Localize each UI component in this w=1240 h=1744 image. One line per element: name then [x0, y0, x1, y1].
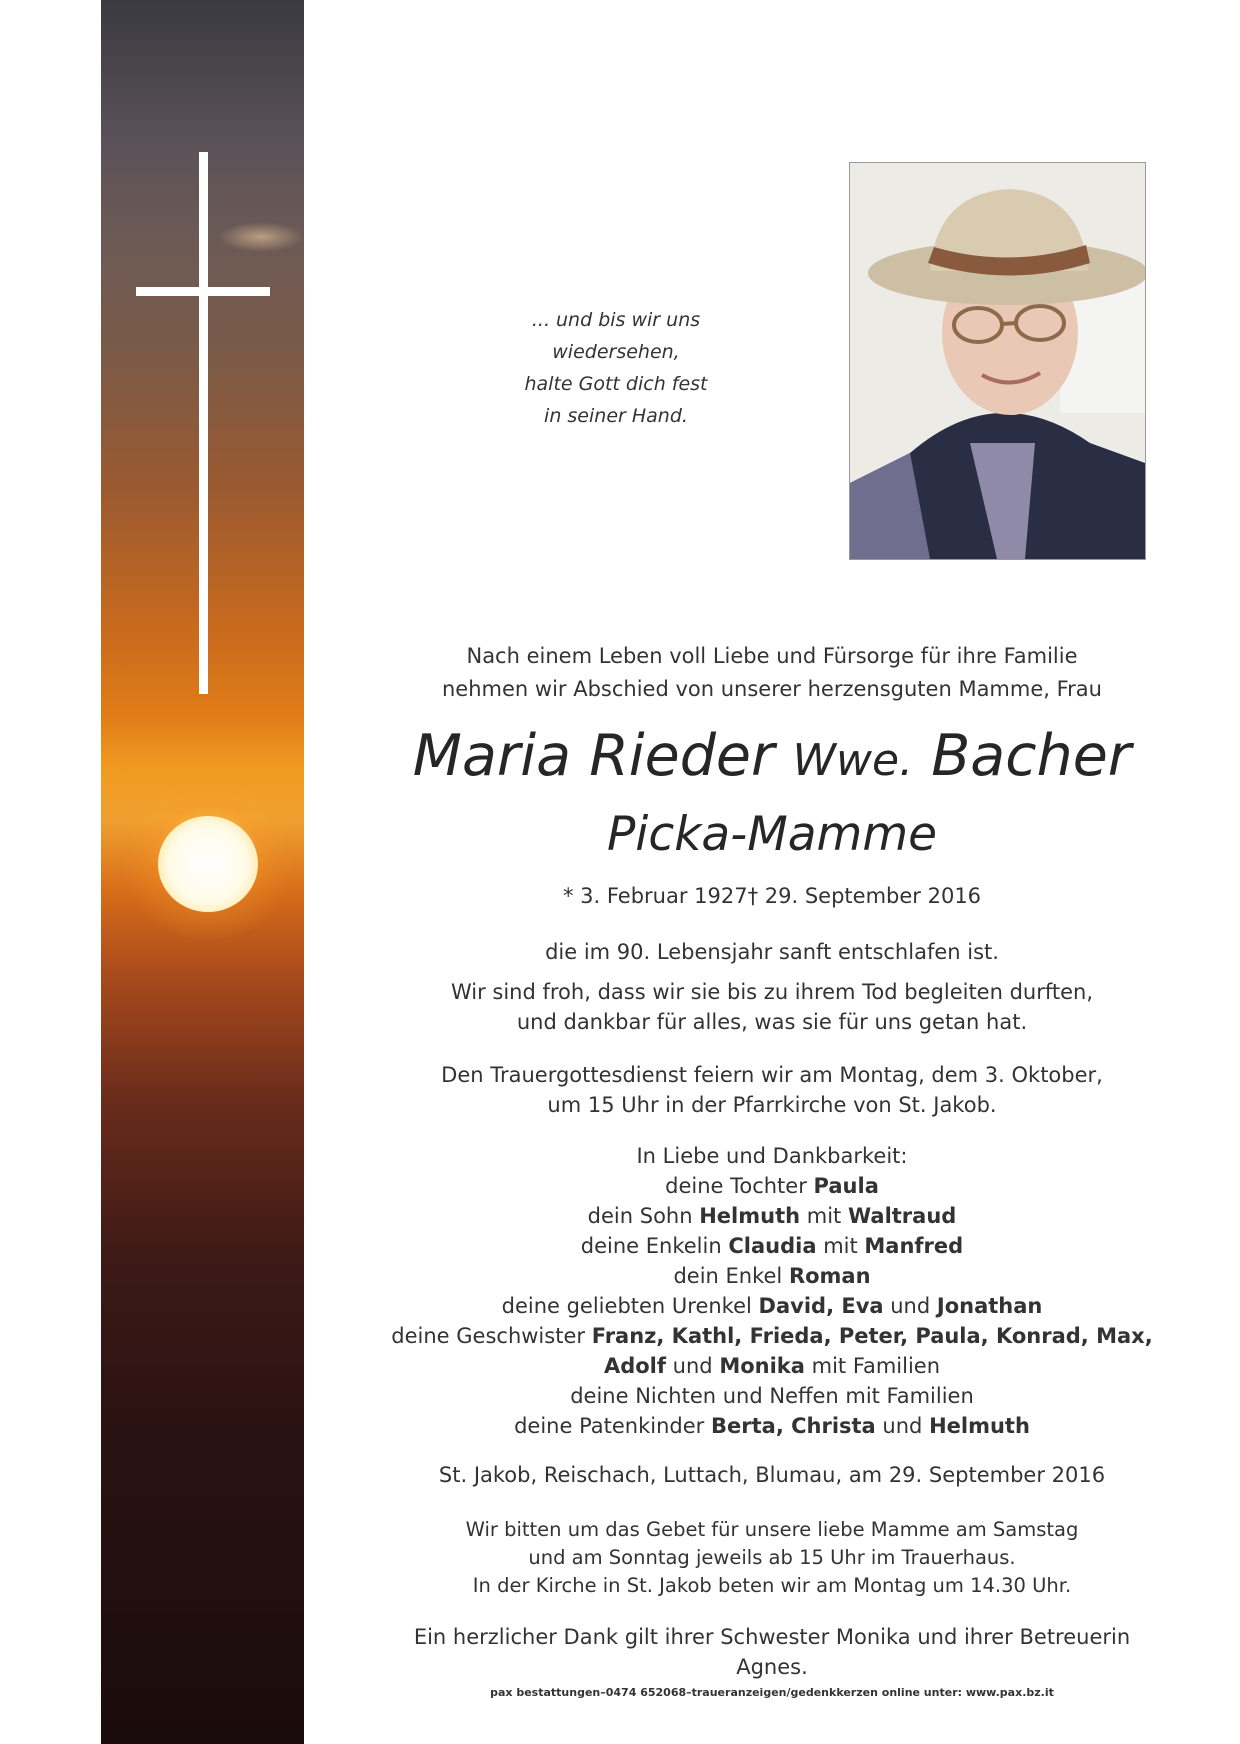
mourner-line: Adolf und Monika mit Familien	[603, 1354, 941, 1378]
passed-text	[378, 937, 1166, 967]
nickname	[378, 805, 1166, 865]
mourner-line: dein Sohn Helmuth mit Waltraud	[587, 1204, 957, 1228]
deceased-name	[378, 720, 1166, 797]
mourner-line: deine geliebten Urenkel David, Eva und Jonathan	[501, 1294, 1043, 1318]
mourner-line: deine Nichten und Neffen mit Familien	[570, 1384, 974, 1408]
gratitude-line: Wir sind froh, dass wir sie bis zu ihrem Tod begleiten durften,	[450, 980, 1094, 1004]
quote-line: wiedersehen,	[552, 341, 680, 363]
sun	[158, 816, 258, 912]
final-thanks	[378, 1622, 1166, 1682]
mourner-line: deine Tochter Paula	[665, 1174, 879, 1198]
quote-line: in seiner Hand.	[544, 405, 688, 427]
service-line: Den Trauergottesdienst feiern wir am Montag, dem 3. Oktober,	[441, 1063, 1103, 1087]
prayer-text	[378, 1516, 1166, 1600]
quote-line: ... und bis wir uns	[531, 309, 701, 331]
intro-text	[378, 640, 1166, 706]
prayer-line: In der Kirche in St. Jakob beten wir am Montag um 14.30 Uhr.	[472, 1574, 1072, 1597]
cross-icon	[199, 152, 208, 694]
death-date: † 29. September 2016	[747, 884, 982, 908]
cloud-highlight	[218, 222, 304, 252]
mourner-line: dein Enkel Roman	[673, 1264, 871, 1288]
footer-text: pax bestattungen–0474 652068–traueranzeigen/gedenkkerzen online unter: www.pax.bz.it	[490, 1686, 1054, 1699]
place-date	[378, 1460, 1166, 1490]
place-date-text: St. Jakob, Reischach, Luttach, Blumau, am 29. September 2016	[438, 1463, 1106, 1487]
prayer-line: und am Sonntag jeweils ab 15 Uhr im Trauerhaus.	[528, 1546, 1016, 1569]
footer	[378, 1685, 1166, 1701]
first-name: Maria Rieder	[412, 723, 775, 789]
mourner-line: deine Enkelin Claudia mit Manfred	[580, 1234, 964, 1258]
memorial-quote	[480, 304, 752, 432]
service-line: um 15 Uhr in der Pfarrkirche von St. Jakob.	[547, 1093, 997, 1117]
mourner-line: deine Patenkinder Berta, Christa und Helmuth	[514, 1414, 1030, 1438]
service-text	[378, 1060, 1166, 1120]
gratitude-text	[378, 977, 1166, 1037]
life-dates	[378, 880, 1166, 912]
portrait-photo	[849, 162, 1146, 560]
final-thanks-text: Ein herzlicher Dank gilt ihrer Schwester Monika und ihrer Betreuerin Agnes.	[413, 1625, 1131, 1679]
gratitude-line: und dankbar für alles, was sie für uns getan hat.	[516, 1010, 1028, 1034]
mourners-list	[378, 1141, 1166, 1441]
portrait-illustration	[850, 163, 1145, 559]
widow-label: Wwe.	[792, 735, 914, 786]
mourner-line: deine Geschwister Franz, Kathl, Frieda, Peter, Paula, Konrad, Max,	[391, 1324, 1153, 1348]
cross-icon-bar	[136, 287, 270, 296]
passed-line: die im 90. Lebensjahr sanft entschlafen ist.	[545, 940, 999, 964]
intro-line: nehmen wir Abschied von unserer herzensguten Mamme, Frau	[442, 677, 1102, 701]
quote-line: halte Gott dich fest	[524, 373, 708, 395]
birth-date: * 3. Februar 1927	[562, 884, 748, 908]
mourners-heading: In Liebe und Dankbarkeit:	[636, 1144, 908, 1168]
prayer-line: Wir bitten um das Gebet für unsere liebe Mamme am Samstag	[465, 1518, 1079, 1541]
nickname-text: Picka-Mamme	[606, 807, 938, 862]
last-name: Bacher	[931, 723, 1132, 789]
intro-line: Nach einem Leben voll Liebe und Fürsorge für ihre Familie	[466, 644, 1078, 668]
